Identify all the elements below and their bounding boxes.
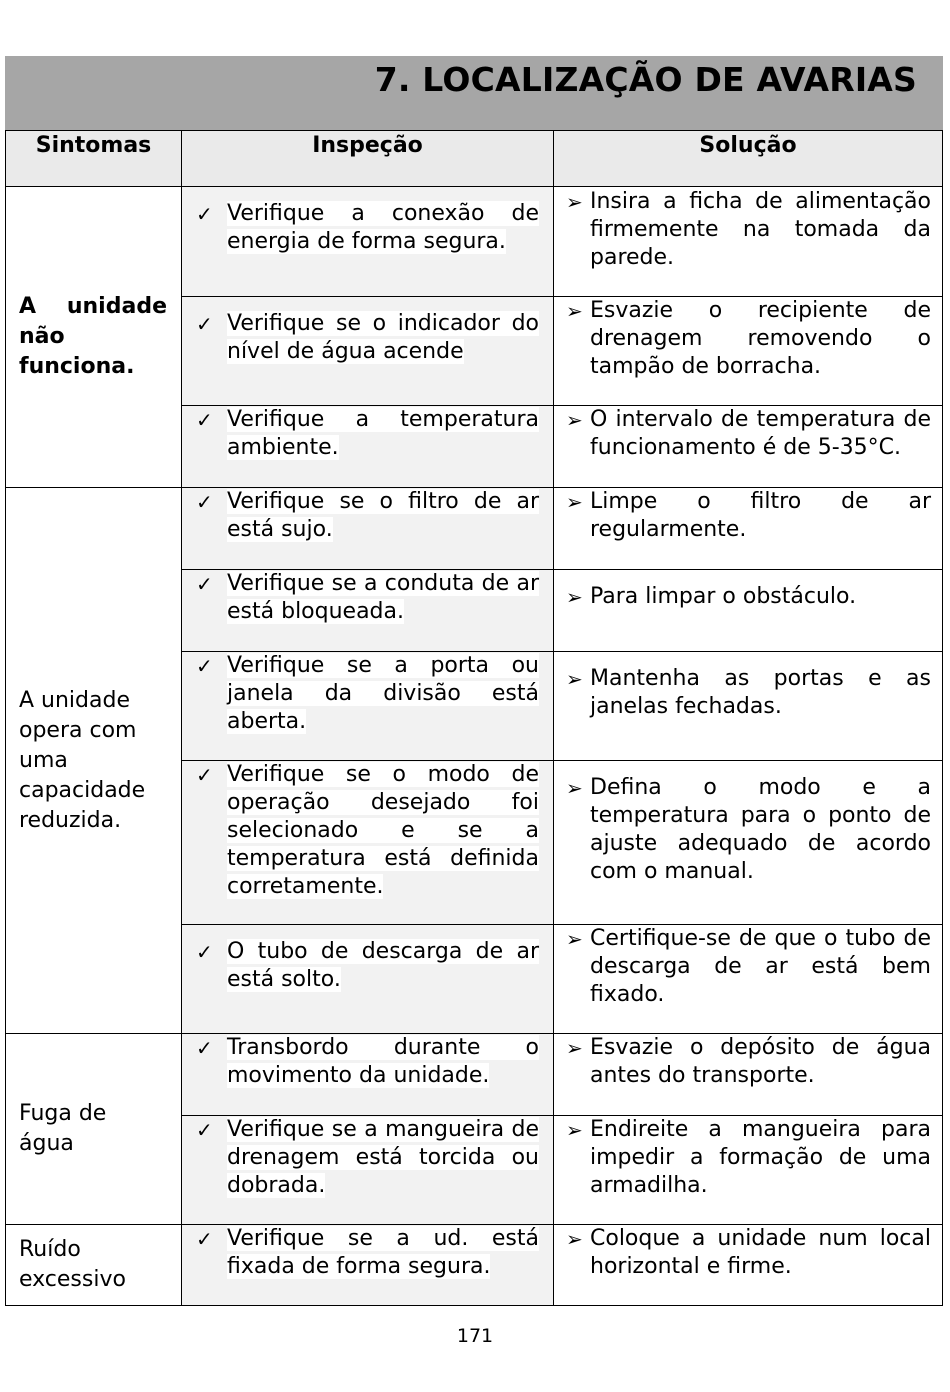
solution-text: Esvazie o depósito de água antes do transporte. [590, 1035, 931, 1088]
symptom-cell [5, 1033, 182, 1225]
arrow-bullet-icon: ➢ [566, 1227, 583, 1251]
header-solution: Solução [553, 130, 943, 187]
arrow-bullet-icon: ➢ [566, 667, 583, 691]
inspection-cell [181, 1033, 554, 1116]
arrow-bullet-icon: ➢ [566, 585, 583, 609]
solution-text: Insira a ficha de alimentação firmemente na tomada da parede. [590, 189, 931, 270]
check-icon: ✓ [196, 1227, 213, 1251]
page-title: 7. LOCALIZAÇÃO DE AVARIAS [374, 60, 917, 99]
symptom-text: Fuga de água [19, 1101, 107, 1156]
check-icon: ✓ [196, 490, 213, 514]
solution-cell [553, 1224, 943, 1306]
check-icon: ✓ [196, 654, 213, 678]
arrow-bullet-icon: ➢ [566, 190, 583, 214]
inspection-cell [181, 405, 554, 488]
inspection-cell [181, 296, 554, 406]
inspection-cell [181, 186, 554, 297]
arrow-bullet-icon: ➢ [566, 299, 583, 323]
header-inspection: Inspeção [181, 130, 554, 187]
solution-cell [553, 405, 943, 488]
solution-cell [553, 569, 943, 652]
solution-cell [553, 651, 943, 761]
solution-text: Esvazie o recipiente de drenagem removendo o tampão de borracha. [590, 298, 931, 379]
solution-text: Defina o modo e a temperatura para o ponto de ajuste adequado de acordo com o manual. [590, 775, 931, 884]
check-icon: ✓ [196, 1036, 213, 1060]
solution-cell [553, 1115, 943, 1225]
inspection-text: Verifique se a mangueira de drenagem está torcida ou dobrada. [227, 1117, 539, 1198]
arrow-bullet-icon: ➢ [566, 490, 583, 514]
solution-text: Certifique-se de que o tubo de descarga de ar está bem fixado. [590, 926, 931, 1007]
check-icon: ✓ [196, 408, 213, 432]
arrow-bullet-icon: ➢ [566, 1118, 583, 1142]
arrow-bullet-icon: ➢ [566, 776, 583, 800]
solution-text: Mantenha as portas e as janelas fechadas. [590, 666, 931, 719]
solution-text: O intervalo de temperatura de funcionamento é de 5-35°C. [590, 407, 931, 460]
solution-cell [553, 760, 943, 925]
inspection-text: O tubo de descarga de ar está solto. [227, 939, 539, 992]
solution-cell [553, 487, 943, 570]
arrow-bullet-icon: ➢ [566, 408, 583, 432]
inspection-text: Verifique a conexão de energia de forma segura. [227, 201, 539, 254]
solution-cell [553, 186, 943, 297]
inspection-text: Verifique se o indicador do nível de água acende [227, 311, 539, 364]
solution-text: Coloque a unidade num local horizontal e firme. [590, 1226, 931, 1279]
inspection-cell [181, 1224, 554, 1306]
inspection-text: Verifique se o modo de operação desejado foi selecionado e se a temperatura está definida corretamente. [227, 762, 539, 899]
solution-cell [553, 1033, 943, 1116]
symptom-cell [5, 1224, 182, 1306]
solution-cell [553, 924, 943, 1034]
symptom-text: A unidade não funciona. [19, 294, 167, 379]
solution-cell [553, 296, 943, 406]
inspection-text: Verifique se o filtro de ar está sujo. [227, 489, 539, 542]
check-icon: ✓ [196, 940, 213, 964]
inspection-text: Verifique se a conduta de ar está bloqueada. [227, 571, 539, 624]
inspection-cell [181, 569, 554, 652]
inspection-cell [181, 651, 554, 761]
solution-text: Limpe o filtro de ar regularmente. [590, 489, 931, 542]
symptom-text: A unidade opera com uma capacidade reduzida. [19, 687, 146, 833]
symptom-text: Ruído excessivo [19, 1237, 126, 1292]
check-icon: ✓ [196, 312, 213, 336]
symptom-cell [5, 186, 182, 488]
inspection-cell [181, 760, 554, 925]
inspection-text: Transbordo durante o movimento da unidade. [227, 1035, 539, 1088]
check-icon: ✓ [196, 572, 213, 596]
arrow-bullet-icon: ➢ [566, 927, 583, 951]
check-icon: ✓ [196, 202, 213, 226]
page-number: 171 [456, 1325, 494, 1347]
inspection-text: Verifique se a porta ou janela da divisão está aberta. [227, 653, 539, 734]
arrow-bullet-icon: ➢ [566, 1036, 583, 1060]
solution-text: Endireite a mangueira para impedir a formação de uma armadilha. [590, 1117, 931, 1198]
inspection-text: Verifique se a ud. está fixada de forma segura. [227, 1226, 539, 1279]
inspection-cell [181, 487, 554, 570]
inspection-cell [181, 924, 554, 1034]
header-symptoms: Sintomas [5, 130, 182, 187]
symptom-cell [5, 487, 182, 1034]
check-icon: ✓ [196, 763, 213, 787]
inspection-cell [181, 1115, 554, 1225]
check-icon: ✓ [196, 1118, 213, 1142]
inspection-text: Verifique a temperatura ambiente. [227, 407, 539, 460]
solution-text: Para limpar o obstáculo. [590, 584, 857, 609]
title-band [5, 56, 943, 130]
